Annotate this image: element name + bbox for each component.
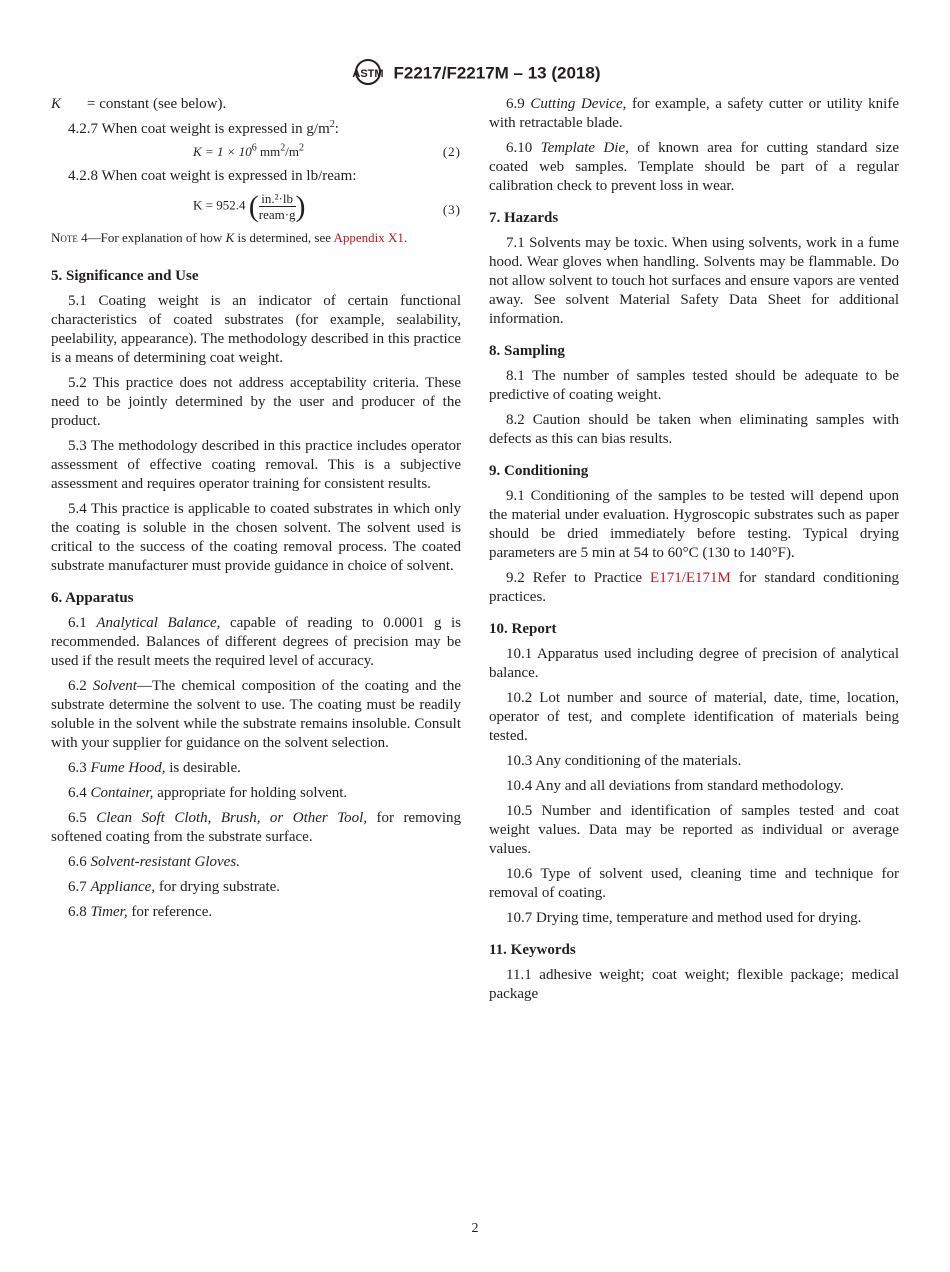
paragraph	[51, 878, 461, 897]
text: —For explanation of how	[87, 230, 226, 245]
paragraph	[51, 614, 461, 671]
equation-2	[51, 141, 461, 163]
section-heading: 11. Keywords	[489, 942, 576, 958]
text: 6.4	[68, 785, 91, 801]
text: for drying substrate.	[155, 879, 281, 895]
section-heading: 9. Conditioning	[489, 463, 589, 479]
text: 6.8	[68, 904, 91, 920]
superscript: 2	[280, 142, 286, 154]
left-sections	[51, 267, 461, 922]
paragraph-4-2-8: 4.2.8 When coat weight is expressed in lb/ream:	[68, 168, 357, 184]
text: Solvent-resistant Gloves.	[90, 854, 240, 870]
equation-number: (3)	[442, 202, 461, 217]
text: 10.7 Drying time, temperature and method used for drying.	[506, 910, 862, 926]
right-column	[489, 95, 899, 1010]
text: 10.3 Any conditioning of the materials.	[506, 753, 742, 769]
section-heading: 10. Report	[489, 621, 557, 637]
text: is determined, see	[234, 230, 334, 245]
section-heading: 7. Hazards	[489, 210, 559, 226]
text: K = 1 × 10	[193, 144, 252, 159]
text: for standard conditioning practices.	[489, 570, 900, 605]
paragraph	[489, 411, 899, 449]
text: 5.1 Coating weight is an indicator of certain functional characteristics of coated substrates (for example, sealability, peelability, appearance). The methodology described in this practice is a means of determining coat weight.	[51, 293, 461, 366]
text: appropriate for holding solvent.	[153, 785, 348, 801]
paragraph-4-2-7	[51, 120, 461, 139]
text: 5.2 This practice does not address acceptability criteria. These need to be jointly determined by the user and producer of the product.	[51, 375, 461, 429]
paragraph	[489, 777, 899, 796]
text: /m	[285, 144, 299, 159]
reference-link[interactable]: E171/E171M	[650, 570, 731, 586]
text: 8.1 The number of samples tested should be adequate to be predictive of coating weight.	[489, 368, 899, 403]
svg-text:ASTM: ASTM	[351, 68, 384, 80]
text: 6.5	[68, 810, 97, 826]
text: Note 4	[51, 230, 88, 245]
paragraph	[489, 802, 899, 859]
paragraph	[489, 645, 899, 683]
text: Container,	[90, 785, 154, 801]
text: 10.1 Apparatus used including degree of precision of analytical balance.	[489, 646, 899, 681]
equation-body	[193, 191, 306, 222]
paragraph	[489, 569, 899, 607]
text: Fume Hood,	[90, 760, 166, 776]
equation-number: (2)	[442, 144, 461, 159]
text: for removing softened coating from the substrate surface.	[51, 810, 462, 845]
text: is desirable.	[165, 760, 241, 776]
section-heading: 6. Apparatus	[51, 590, 134, 606]
paragraph	[489, 689, 899, 746]
text: .	[403, 230, 408, 245]
paragraph	[489, 487, 899, 563]
paragraph	[489, 139, 899, 196]
denominator: ream·g	[258, 207, 296, 222]
text: Cutting Device,	[530, 96, 627, 112]
paragraph	[51, 809, 461, 847]
section-heading: 8. Sampling	[489, 343, 565, 359]
document-designation: F2217/F2217M – 13 (2018)	[393, 63, 601, 83]
paragraph	[489, 367, 899, 405]
text: 9.1 Conditioning of the samples to be tested will depend upon the material under evaluation. Hygroscopic substrates such as paper should be dried immediately before testing. Typical drying parameters are 5 min at 54 to 60°C (130 to 140°F).	[489, 488, 899, 561]
paren: )	[295, 190, 306, 223]
text: Analytical Balance,	[96, 615, 221, 631]
numerator: in.²·lb	[259, 191, 296, 207]
paragraph	[51, 437, 461, 494]
paren: (	[248, 190, 259, 223]
paragraph	[489, 95, 899, 133]
text: 6.2	[68, 678, 93, 694]
paragraph	[51, 500, 461, 576]
text: 6.10	[506, 140, 541, 156]
page-number: 2	[471, 1221, 479, 1236]
text: of known area for cutting standard size coated web samples. Template should be part of a regular calibration check to prevent loss in wear.	[489, 140, 900, 194]
text: 6.9	[506, 96, 531, 112]
text: 10.4 Any and all deviations from standard methodology.	[506, 778, 844, 794]
k-def: = constant (see below).	[87, 96, 227, 112]
text: K = 952.4	[193, 197, 246, 213]
paragraph	[51, 677, 461, 753]
text: 10.5 Number and identification of samples tested and coat weight values. Data may be reported as individual or average values.	[489, 803, 899, 857]
k-definition	[51, 95, 461, 114]
text: Clean Soft Cloth, Brush, or Other Tool,	[96, 810, 368, 826]
text: for reference.	[127, 904, 213, 920]
note-4	[51, 228, 461, 247]
paragraph	[51, 784, 461, 803]
left-column	[51, 95, 461, 928]
text: 6.3	[68, 760, 91, 776]
text: 4.2.7 When coat weight is expressed in g/m	[68, 121, 330, 137]
superscript: 2	[298, 142, 304, 154]
text: 8.2 Caution should be taken when eliminating samples with defects as this can bias results.	[489, 412, 899, 447]
paragraph	[51, 853, 461, 872]
text: 9.2 Refer to Practice	[506, 570, 651, 586]
paragraph	[489, 752, 899, 771]
page-header	[0, 57, 950, 91]
text: Appliance,	[90, 879, 156, 895]
text: 6.7	[68, 879, 91, 895]
paragraph	[51, 292, 461, 368]
text: 10.2 Lot number and source of material, date, time, location, operator of test, and complete identification of materials being tested.	[489, 690, 899, 744]
text: 6.1	[68, 615, 97, 631]
text: —The chemical composition of the coating and the substrate determine the solvent to use. The coating must be readily soluble in the solvent while the substrate remains insoluble. Consult with your supplier for guidance on the solvent selection.	[51, 678, 462, 751]
paragraph	[489, 909, 899, 928]
equation-3	[51, 188, 461, 228]
text: :	[334, 121, 339, 137]
superscript: 2	[329, 119, 335, 130]
paragraph	[51, 903, 461, 922]
paragraph	[489, 865, 899, 903]
section-heading: 5. Significance and Use	[51, 268, 199, 284]
text: mm	[256, 144, 281, 159]
paragraph	[489, 966, 899, 1004]
k-symbol: K	[51, 96, 62, 112]
text: 5.3 The methodology described in this practice includes operator assessment of effective coating removal. This is a subjective assessment and requires operator training for consistent results.	[51, 438, 461, 492]
text: Timer,	[90, 904, 128, 920]
text: for example, a safety cutter or utility knife with retractable blade.	[489, 96, 900, 131]
text: Template Die,	[540, 140, 629, 156]
paragraph	[51, 759, 461, 778]
fraction	[259, 191, 296, 222]
appendix-x1-link[interactable]: Appendix X1	[333, 230, 404, 245]
text: 7.1 Solvents may be toxic. When using solvents, work in a fume hood. Wear gloves when handling. Solvents may be flammable. Do not allow solvent to touch hot surfaces and ensure vapors are vented away. See solvent Material Safety Data Sheet for additional information.	[489, 235, 899, 327]
text: Solvent	[92, 678, 137, 694]
text: 11.1 adhesive weight; coat weight; flexible package; medical package	[489, 967, 899, 1002]
paragraph	[51, 374, 461, 431]
superscript: 6	[251, 142, 257, 154]
paragraph	[489, 234, 899, 329]
text: 5.4 This practice is applicable to coated substrates in which only the coating is soluble in the chosen solvent. The solvent used is critical to the success of the coating removal process. The coated substrate manufacturer must provide guidance in choice of solvent.	[51, 501, 461, 574]
astm-logo-icon	[350, 57, 386, 91]
text: 10.6 Type of solvent used, cleaning time and technique for removal of coating.	[489, 866, 899, 901]
equation-body	[193, 142, 304, 161]
text: K	[225, 230, 235, 245]
text: 6.6	[68, 854, 91, 870]
text: capable of reading to 0.0001 g is recommended. Balances of different degrees of precision may be used if the result meets the required level of accuracy.	[51, 615, 462, 669]
